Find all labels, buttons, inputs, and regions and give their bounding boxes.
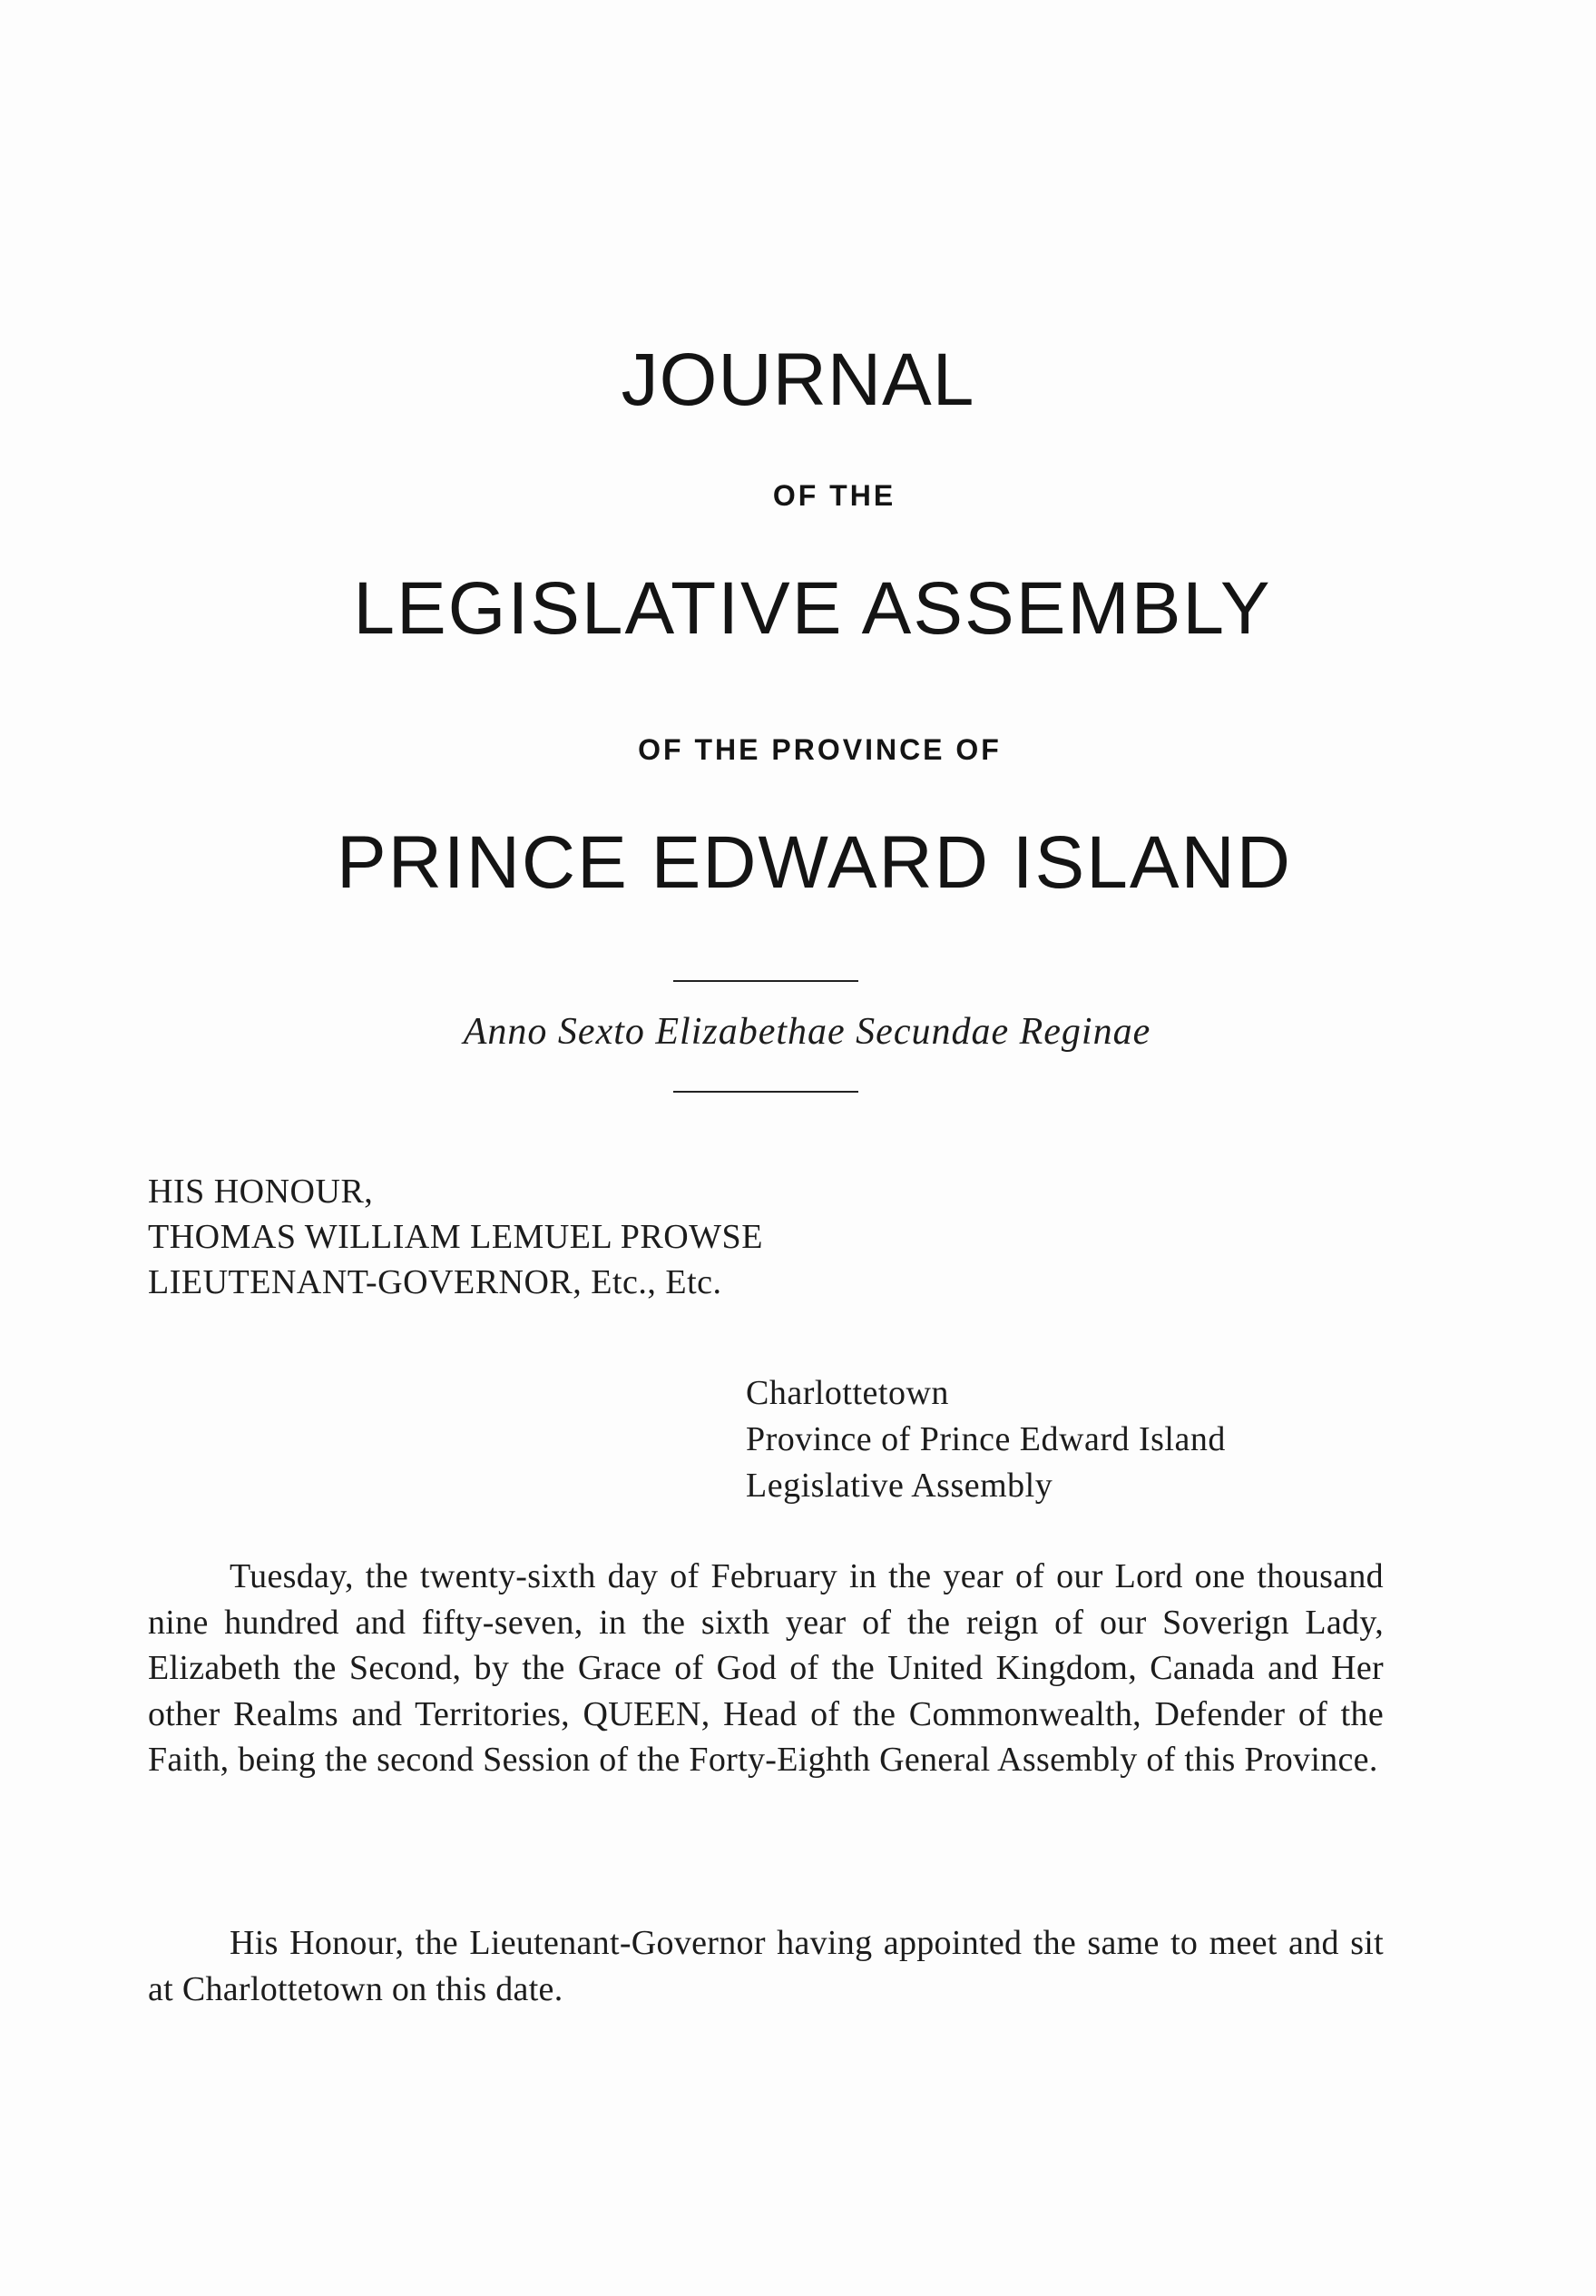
addressee-line: THOMAS WILLIAM LEMUEL PROWSE — [148, 1218, 763, 1256]
divider-top — [673, 980, 858, 982]
title-of-the-province-of: OF THE PROVINCE OF — [638, 733, 1002, 766]
appointment-paragraph: His Honour, the Lieutenant-Governor having appointed the same to meet and sit at Charlottetown on this date. — [148, 1924, 1384, 2008]
title-province-name: PRINCE EDWARD ISLAND — [337, 821, 1292, 904]
title-journal: JOURNAL — [621, 339, 975, 421]
place-line: Legislative Assembly — [746, 1467, 1053, 1505]
latin-regnal-year: Anno Sexto Elizabethae Secundae Reginae — [463, 1011, 1151, 1053]
opening-paragraph: Tuesday, the twenty-sixth day of February in the year of our Lord one thousand nine hundred and fifty-seven, in the sixth year of the reign of our Soverign Lady, Elizabeth the Second, by the Grace of God of the United Kingdom, Canada and Her other Realms and Territories, QUEEN, Head of the Commonwealth, Defender of the Faith, being the second Session of the Forty-Eighth General Assembly of this Province. — [148, 1557, 1384, 1779]
addressee-line: HIS HONOUR, — [148, 1173, 374, 1211]
addressee-block — [148, 1169, 763, 1305]
place-block — [746, 1370, 1226, 1509]
title-of-the: OF THE — [772, 479, 896, 512]
divider-bottom — [673, 1091, 858, 1093]
place-line: Charlottetown — [746, 1374, 949, 1412]
place-line: Province of Prince Edward Island — [746, 1420, 1226, 1458]
addressee-line: LIEUTENANT-GOVERNOR, Etc., Etc. — [148, 1263, 722, 1301]
title-legislative-assembly: LEGISLATIVE ASSEMBLY — [353, 567, 1272, 650]
